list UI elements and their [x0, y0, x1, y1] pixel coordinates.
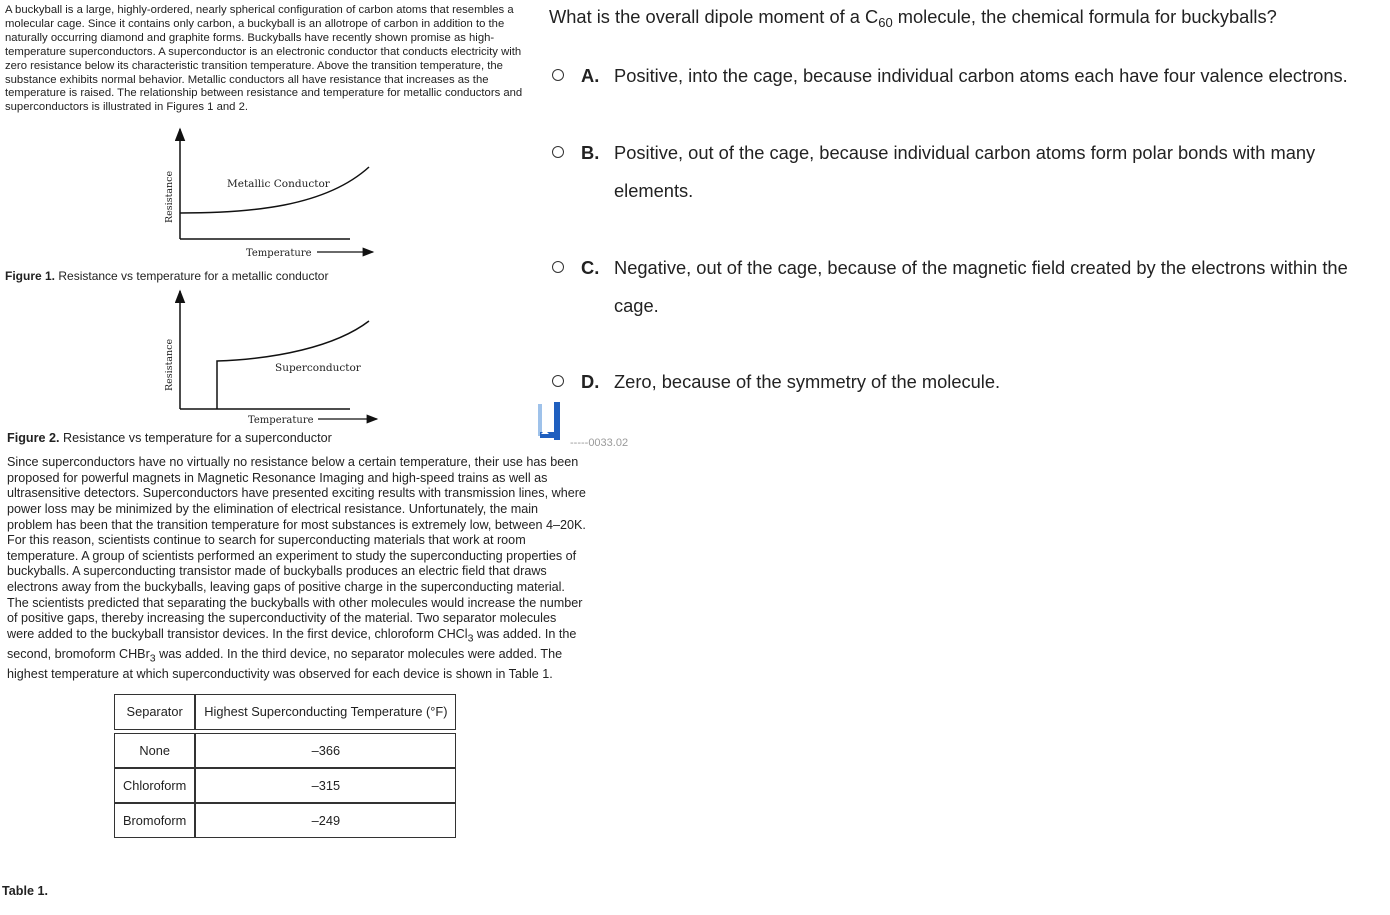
y-axis-label: Resistance [164, 339, 175, 392]
option-letter: A. [581, 65, 600, 86]
table-header-row [114, 694, 456, 730]
figure-2-caption: Figure 2. Resistance vs temperature for a superconductor [7, 431, 332, 446]
option-letter: B. [581, 142, 600, 163]
option-text: Positive, out of the cage, because individual carbon atoms form polar bonds with many elements. [614, 142, 1316, 201]
table-cell: Bromoform [114, 803, 195, 838]
table-cell: None [114, 733, 195, 768]
table-row [114, 803, 456, 838]
option-text: Zero, because of the symmetry of the molecule. [614, 371, 1001, 392]
curve-label: Superconductor [275, 362, 361, 375]
table-cell: –366 [195, 733, 456, 768]
table-row [114, 768, 456, 803]
figure-1-caption: Figure 1. Resistance vs temperature for a metallic conductor [5, 269, 329, 284]
figure-1-graph [5, 121, 425, 271]
option-text: Negative, out of the cage, because of the magnetic field created by the electrons within the cage. [614, 257, 1348, 316]
radio-button[interactable] [552, 146, 564, 158]
figure-2 [5, 287, 590, 445]
figure-2-graph [5, 287, 425, 427]
table-header-cell: Highest Superconducting Temperature (°F) [195, 694, 456, 730]
table-header-cell: Separator [114, 694, 195, 730]
figure-1 [5, 121, 590, 283]
x-axis-label: Temperature [246, 248, 312, 260]
passage-body: Since superconductors have no virtually no resistance below a certain temperature, their use has been proposed for powerful magnets in Magnetic Resonance Imaging and high-speed trains as well as ultrasensitive detectors. Superconductors have presented exciting results with transmission lines, where power loss may be minimized by the elimination of electrical resistance. Unfortunately, the main problem has been that the transition temperature for most substances is extremely low, between 4–20K. For this reason, scientists continue to search for superconducting materials that work at room temperature. A group of scientists performed an experiment to study the superconducting properties of buckyballs. A superconducting transistor made of buckyballs produces an electric field that draws electrons away from the buckyballs, leaving gaps of positive charge in the superconducting material. The scientists predicted that separating the buckyballs with other molecules would increase the number of positive gaps, thereby increasing the superconductivity of the material. Two separator molecules were added to the buckyball transistor devices. In the first device, chloroform CHCl$_3$ was added. In the second, bromoform CHBr$_3$ was added. In the third device, no separator molecules were added. The highest temperature at which superconductivity was observed for each device is shown in Table 1. [7, 455, 586, 681]
table-row [114, 733, 456, 768]
question-stem: What is the overall dipole moment of a $C_{60}$ molecule, the chemical formula for buckyballs? [549, 6, 1277, 30]
table-cell: –249 [195, 803, 456, 838]
radio-button[interactable] [552, 375, 564, 387]
results-table [114, 694, 456, 838]
curve-label: Metallic Conductor [227, 178, 330, 191]
table-cell: Chloroform [114, 768, 195, 803]
item-code: -----0033.02 [570, 437, 629, 449]
x-axis-label: Temperature [248, 415, 314, 427]
option-letter: C. [581, 257, 600, 278]
option-text: Positive, into the cage, because individual carbon atoms each have four valence electrons. [614, 65, 1348, 86]
table-cell: –315 [195, 768, 456, 803]
table-caption: Table 1. [2, 884, 48, 898]
radio-button[interactable] [552, 261, 564, 273]
y-axis-label: Resistance [164, 171, 175, 224]
passage-intro: A buckyball is a large, highly-ordered, nearly spherical configuration of carbon atoms that resembles a molecular cage. Since it contains only carbon, a buckyball is an allotrope of carbon in addition to the naturally occurring diamond and graphite forms. Buckyballs have recently shown promise as high-temperature superconductors. A superconductor is an electronic conductor that conducts electricity with zero resistance below its characteristic transition temperature. Above the transition temperature, the substance exhibits normal behavior. Metallic conductors all have resistance that increases as the temperature is raised. The relationship between resistance and temperature for metallic conductors and superconductors is illustrated in Figures 1 and 2. [5, 4, 523, 114]
resize-handle-icon[interactable] [538, 402, 564, 449]
passage-panel [5, 4, 590, 838]
radio-button[interactable] [552, 69, 564, 81]
option-letter: D. [581, 371, 600, 392]
metallic-curve [180, 167, 369, 213]
